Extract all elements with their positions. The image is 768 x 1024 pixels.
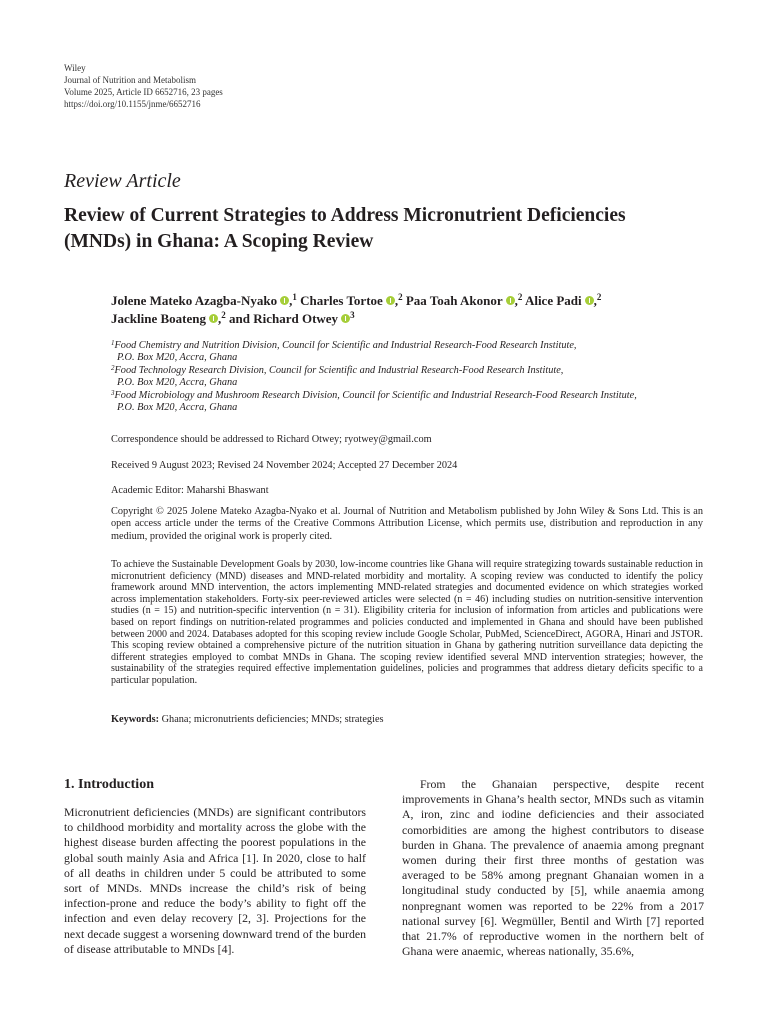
author-name: Paa Toah Akonor <box>405 293 503 308</box>
affiliation: $^3$Food Microbiology and Mushroom Research Division, Council for Scientific and Industrial Research-Food Research Institute, P.O. Box M20, Accra, Ghana <box>111 388 637 414</box>
author-list: Jolene Mateko Azagba-Nyako ,$^1$ Charles Tortoe ,$^2$ Paa Toah Akonor ,$^2$ Alice Padi ,$^2$ Jackline Boateng ,$^2$ and Richard Otwey $^3$ <box>111 292 602 326</box>
author-name: Charles Tortoe <box>300 293 383 308</box>
paper-title: Review of Current Strategies to Address Micronutrient Deficiencies (MNDs) in Ghana: A Scoping Review <box>64 205 626 252</box>
affiliation-marker: 2 <box>596 292 602 302</box>
doi-link[interactable]: https://doi.org/10.1155/jnme/6652716 <box>64 99 201 109</box>
affiliation: $^2$Food Technology Research Division, Council for Scientific and Industrial Research-Food Research Institute, P.O. Box M20, Accra, Ghana <box>111 363 564 389</box>
orcid-icon[interactable] <box>506 296 515 305</box>
author-name: Richard Otwey <box>253 311 339 326</box>
body-column-left: Micronutrient deficiencies (MNDs) are significant contributors to childhood morbidity and mortality across the globe with the highest disease burden affecting the poorest populations in the global south mainly Asia and Africa [1]. In 2020, close to half of all deaths in children under 5 could be attributed to some sort of MNDs. MNDs increase the child’s risk of being infection-prone and reduce the body’s ability to fight off the infection and even delay recovery [2, 3]. Projections for the next decade suggest a worsening downward trend of the burden of disease attributable to MNDs [4]. <box>64 805 366 956</box>
author-name: Alice Padi <box>524 293 582 308</box>
affiliation-marker: 3 <box>350 310 355 320</box>
volume-info: Volume 2025, Article ID 6652716, 23 pages <box>64 87 223 97</box>
orcid-icon[interactable] <box>585 296 594 305</box>
author-name: Jolene Mateko Azagba-Nyako <box>111 293 278 308</box>
affiliation-marker: 2 <box>221 310 226 320</box>
journal-name: Journal of Nutrition and Metabolism <box>64 75 196 85</box>
affiliation-marker: 1 <box>292 292 297 302</box>
orcid-icon[interactable] <box>280 296 289 305</box>
author-name: Jackline Boateng <box>111 311 206 326</box>
journal-metadata <box>64 62 223 110</box>
orcid-icon[interactable] <box>341 314 350 323</box>
article-type: Review Article <box>64 170 181 192</box>
publisher: Wiley <box>64 63 86 73</box>
publication-dates: Received 9 August 2023; Revised 24 November 2024; Accepted 27 December 2024 <box>111 460 458 471</box>
affiliation-marker: 2 <box>517 292 523 302</box>
keywords-label: Keywords: <box>111 714 160 725</box>
abstract: To achieve the Sustainable Development Goals by 2030, low-income countries like Ghana will require strategizing towards sustainable reduction in micronutrient deficiency (MND) diseases and MND-related morbidity and mortality. A scoping review was conducted to identify the policy framework around MND intervention, the actors implementing MND-related strategies and documented evidence on which strategies worked across implementation stakeholders. Forty-six peer-reviewed articles were selected (n = 46) including studies on nutrition-sensitive intervention studies (n = 15) and nutrition-specific intervention (n = 31). Eligibility criteria for inclusion of information from articles and publications were based on report findings on nutrition-related programmes and policies conducted and implemented in Ghana and should have been published between 2000 and 2024. Databases adopted for this scoping review include Google Scholar, PubMed, ScienceDirect, AGORA, Hinari and JSTOR. This scoping review obtained a comprehensive picture of the nutrition situation in Ghana by gathering nutrition surveillance data depicting the different strategies employed to combat MNDs in Ghana. The scoping review identified several MND intervention strategies; however, the sustainability of the strategies required effective implementation guidelines, policies and programmes that address dietary deficits specific to a particular population. <box>111 559 703 686</box>
keywords-text: Ghana; micronutrients deficiencies; MNDs; strategies <box>161 714 384 725</box>
and-word: and <box>228 311 250 326</box>
affiliation-marker: 2 <box>398 292 403 302</box>
orcid-icon[interactable] <box>209 314 218 323</box>
academic-editor: Academic Editor: Maharshi Bhaswant <box>111 485 269 496</box>
body-column-right: From the Ghanaian perspective, despite recent improvements in Ghana’s health sector, MNDs such as vitamin A, iron, zinc and iodine deficiencies and their associated comorbidities are among the highest contributors to disease burden in Ghana. The prevalence of anaemia among pregnant women during their first three months of gestation was averaged to be 58% among pregnant Ghanaian women in a longitudinal study conducted by [5], while anaemia among nonpregnant women was reported to be 22% from a 2017 national survey [6]. Wegmüller, Bentil and Wirth [7] reported that 21.7% of reproductive women in the northern belt of Ghana were anaemic, whereas nationally, 35.6%, <box>402 777 704 959</box>
affiliations <box>111 340 711 414</box>
affiliation: $^1$Food Chemistry and Nutrition Division, Council for Scientific and Industrial Research-Food Research Institute, P.O. Box M20, Accra, Ghana <box>111 339 577 364</box>
correspondence: Correspondence should be addressed to Richard Otwey; ryotwey@gmail.com <box>111 434 432 445</box>
section-heading: 1. Introduction <box>64 777 154 792</box>
copyright-notice: Copyright © 2025 Jolene Mateko Azagba-Nyako et al. Journal of Nutrition and Metabolism published by John Wiley & Sons Ltd. This is an open access article under the terms of the Creative Commons Attribution License, which permits use, distribution and reproduction in any medium, provided the original work is properly cited. <box>111 506 703 542</box>
orcid-icon[interactable] <box>386 296 395 305</box>
keywords <box>111 714 384 725</box>
